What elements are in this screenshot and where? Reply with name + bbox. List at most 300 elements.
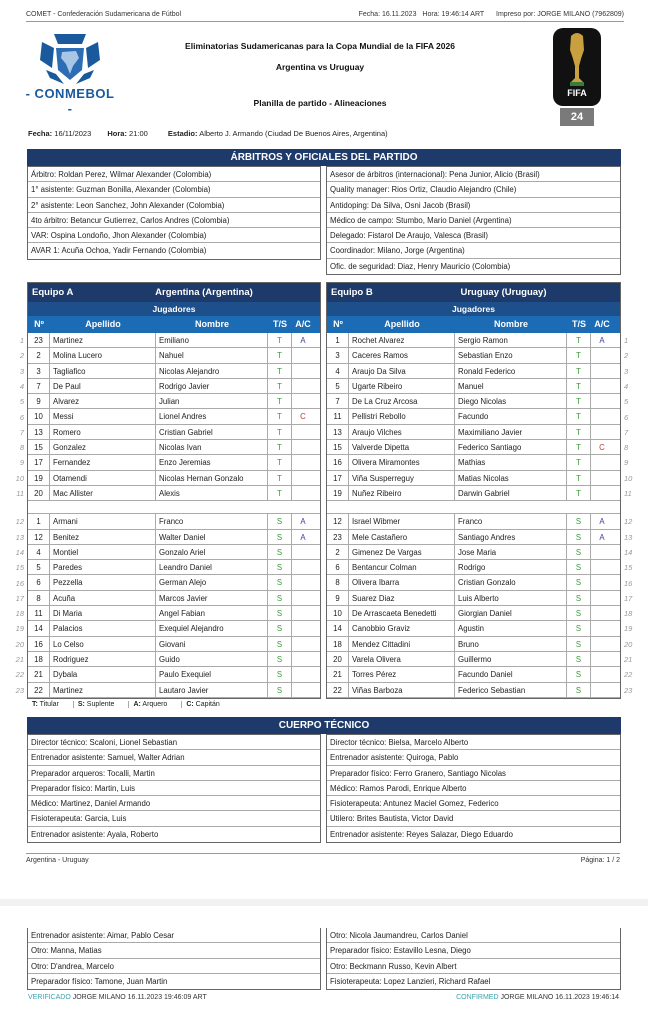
player-status: S — [268, 637, 292, 651]
player-name: Angel Fabian — [156, 606, 268, 620]
player-name: Santiago Andres — [455, 530, 567, 544]
player-status: S — [268, 530, 292, 544]
player-row — [327, 683, 620, 698]
player-role — [292, 621, 314, 635]
player-surname: Martinez — [50, 683, 156, 697]
player-surname: Mac Allister — [50, 486, 156, 500]
row-index: 3 — [19, 366, 24, 376]
player-role — [591, 348, 613, 362]
player-row — [28, 455, 320, 470]
staff-right — [326, 734, 621, 843]
player-name: Franco — [156, 514, 268, 528]
player-role: A — [599, 517, 605, 527]
list-item: Otro: Beckmann Russo, Kevin Albert — [327, 959, 620, 974]
player-number: 6 — [327, 560, 349, 574]
player-name: Rodrigo — [455, 560, 567, 574]
row-index: 10 — [624, 473, 633, 483]
player-status: T — [567, 486, 591, 500]
player-name: Nahuel — [156, 348, 268, 362]
col-ts: T/S — [571, 319, 586, 329]
print-header — [26, 8, 624, 22]
list-item: Coordinador: Milano, Jorge (Argentina) — [327, 243, 620, 258]
player-surname: Rochet Alvarez — [349, 333, 455, 347]
player-name: German Alejo — [156, 575, 268, 589]
player-name: Mathias — [455, 455, 567, 469]
player-role — [591, 364, 613, 378]
list-item: Médico de campo: Stumbo, Mario Daniel (Argentina) — [327, 213, 620, 228]
player-number: 4 — [28, 545, 50, 559]
player-surname: Rodriguez — [50, 652, 156, 666]
page-separator — [0, 899, 648, 906]
row-index: 23 — [624, 685, 633, 695]
list-item: AVAR 1: Acuña Ochoa, Yadir Fernando (Colombia) — [31, 246, 207, 256]
player-name: Cristian Gabriel — [156, 425, 268, 439]
row-index: 1 — [624, 336, 629, 345]
player-number: 14 — [327, 621, 349, 635]
player-name: Matias Nicolas — [455, 471, 567, 485]
player-surname: Romero — [50, 425, 156, 439]
player-row — [327, 575, 620, 590]
row-index: 11 — [624, 489, 632, 498]
player-number: 22 — [28, 683, 50, 697]
player-status: S — [268, 606, 292, 620]
player-surname: Gonzalez — [50, 440, 156, 454]
list-item: Director técnico: Scaloni, Lionel Sebastian — [28, 735, 320, 750]
row-index: 21 — [624, 655, 633, 664]
player-status: S — [268, 667, 292, 681]
competition-title: Eliminatorias Sudamericanas para la Copa Mundial de la FIFA 2026 — [185, 41, 455, 51]
player-role: C — [599, 443, 605, 453]
player-role — [292, 379, 314, 393]
sheet-title: Planilla de partido - Alineaciones — [253, 98, 387, 108]
player-surname: Molina Lucero — [50, 348, 156, 362]
player-role — [292, 560, 314, 574]
player-row — [327, 364, 620, 379]
player-status: T — [567, 348, 591, 362]
page-footer — [26, 853, 620, 864]
player-row — [327, 425, 620, 440]
player-row — [28, 440, 320, 455]
player-row — [327, 409, 620, 424]
team-b-name: Uruguay (Uruguay) — [460, 287, 547, 298]
player-row — [28, 652, 320, 667]
legend-key: S: — [77, 701, 85, 708]
row-index: 19 — [624, 624, 633, 634]
player-number: 13 — [327, 425, 349, 439]
legend-key: C: — [186, 701, 194, 708]
player-surname: Valverde Dipetta — [349, 440, 455, 454]
list-item: Director técnico: Bielsa, Marcelo Alberto — [327, 735, 620, 750]
player-surname: Messi — [50, 409, 156, 423]
player-role — [292, 486, 314, 500]
print-time: Hora: 19:46:14 ART — [422, 11, 485, 18]
player-status: S — [567, 530, 591, 544]
player-name: Agustin — [455, 621, 567, 635]
team-b-table — [326, 282, 621, 699]
player-role — [591, 425, 613, 439]
list-item: Preparador arqueros: Tocalli, Martin — [28, 766, 320, 781]
list-item: Fisioterapeuta: Antunez Maciel Gomez, Federico — [327, 796, 620, 811]
team-a-label: Equipo A — [32, 287, 74, 298]
player-status: S — [268, 591, 292, 605]
player-role — [591, 486, 613, 500]
team-b-label: Equipo B — [331, 287, 373, 298]
player-role: A — [599, 532, 605, 542]
player-surname: Di Maria — [50, 606, 156, 620]
player-number: 6 — [28, 575, 50, 589]
player-role — [292, 425, 314, 439]
player-row — [28, 575, 320, 590]
player-surname: Nuñez Ribeiro — [349, 486, 455, 500]
player-role: A — [300, 336, 306, 345]
player-status: T — [268, 409, 292, 423]
list-item: Entrenador asistente: Quiroga, Pablo — [327, 750, 620, 765]
col-surname: Apellido — [85, 319, 121, 329]
player-surname: Caceres Ramos — [349, 348, 455, 362]
row-index: 8 — [624, 443, 629, 453]
player-surname: Olivera Miramontes — [349, 455, 455, 469]
row-index: 22 — [624, 670, 633, 680]
player-row — [327, 591, 620, 606]
player-number: 23 — [28, 333, 50, 347]
player-name: Nicolas Ivan — [156, 440, 268, 454]
list-item: Entrenador asistente: Reyes Salazar, Diego Eduardo — [330, 829, 513, 839]
player-row — [327, 394, 620, 409]
conmebol-wordmark: - CONMEBOL - — [25, 86, 115, 116]
player-role — [591, 683, 613, 697]
row-index: 7 — [624, 427, 629, 437]
player-number: 20 — [28, 486, 50, 500]
player-row — [28, 409, 320, 424]
col-number: Nº — [333, 319, 343, 329]
player-surname: Alvarez — [50, 394, 156, 408]
officials-right — [326, 166, 621, 275]
player-role — [292, 545, 314, 559]
player-role — [591, 560, 613, 574]
player-row — [327, 333, 620, 348]
player-status: T — [268, 425, 292, 439]
list-item: Otro: D'andrea, Marcelo — [28, 959, 320, 974]
player-role — [591, 621, 613, 635]
time-value: 21:00 — [129, 129, 148, 138]
player-number: 17 — [28, 455, 50, 469]
player-status: T — [268, 486, 292, 500]
player-surname: De La Cruz Arcosa — [349, 394, 455, 408]
confirmed-stamp — [456, 994, 619, 1001]
player-row — [28, 425, 320, 440]
row-index: 11 — [16, 489, 24, 498]
col-name: Nombre — [194, 319, 229, 329]
player-name: Darwin Gabriel — [455, 486, 567, 500]
row-index: 9 — [624, 458, 629, 468]
player-role — [292, 683, 314, 697]
player-surname: Olivera Ibarra — [349, 575, 455, 589]
player-row — [28, 667, 320, 682]
player-surname: Bentancur Colman — [349, 560, 455, 574]
player-name: Walter Daniel — [156, 530, 268, 544]
match-info — [28, 129, 388, 138]
player-surname: Torres Pérez — [349, 667, 455, 681]
player-surname: Viña Susperreguy — [349, 471, 455, 485]
legend-text: Capitán — [193, 701, 220, 708]
player-name: Bruno — [455, 637, 567, 651]
player-name: Lautaro Javier — [156, 683, 268, 697]
player-role — [591, 394, 613, 408]
player-status: T — [567, 364, 591, 378]
player-number: 16 — [28, 637, 50, 651]
player-number: 4 — [327, 364, 349, 378]
player-status: S — [567, 683, 591, 697]
list-item: Entrenador asistente: Aimar, Pablo Cesar — [28, 928, 320, 943]
player-row — [28, 514, 320, 529]
row-index: 13 — [624, 532, 633, 542]
officials-title: ÁRBITROS Y OFICIALES DEL PARTIDO — [27, 149, 621, 166]
player-status: S — [268, 560, 292, 574]
player-row — [327, 348, 620, 363]
spacer-row — [327, 501, 620, 514]
fifa-2026-logo — [551, 26, 603, 128]
list-item: Utilero: Brites Bautista, Victor David — [327, 811, 620, 826]
player-surname: Pellistri Rebollo — [349, 409, 455, 423]
row-index: 17 — [624, 593, 633, 603]
list-item: Preparador físico: Estavillo Lesna, Diego — [327, 943, 620, 958]
player-number: 19 — [327, 486, 349, 500]
player-number: 11 — [327, 409, 349, 423]
legend-item — [182, 701, 233, 708]
player-status: T — [268, 455, 292, 469]
date-label: Fecha: — [28, 129, 53, 138]
legend-text: Titular — [37, 701, 59, 708]
player-number: 12 — [28, 530, 50, 544]
player-row — [327, 486, 620, 501]
player-name: Federico Sebastian — [455, 683, 567, 697]
player-row — [28, 364, 320, 379]
conmebol-ball-icon — [24, 28, 116, 86]
stadium-value: Alberto J. Armando (Ciudad De Buenos Aires, Argentina) — [199, 129, 388, 138]
player-role — [292, 591, 314, 605]
team-a-name: Argentina (Argentina) — [155, 287, 253, 298]
row-index: 17 — [15, 593, 24, 603]
row-index: 16 — [624, 578, 633, 588]
player-number: 5 — [28, 560, 50, 574]
player-row — [327, 560, 620, 575]
player-row — [327, 471, 620, 486]
player-surname: Montiel — [50, 545, 156, 559]
list-item: 4to árbitro: Betancur Gutierrez, Carlos Andres (Colombia) — [28, 213, 320, 228]
fifa-year-badge: 24 — [560, 108, 594, 126]
player-row — [28, 394, 320, 409]
player-role — [292, 637, 314, 651]
player-surname: Mendez Cittadini — [349, 637, 455, 651]
player-number: 2 — [327, 545, 349, 559]
row-index: 8 — [19, 443, 24, 453]
player-status: T — [268, 379, 292, 393]
row-index: 22 — [15, 670, 24, 680]
player-role — [591, 575, 613, 589]
player-surname: Benitez — [50, 530, 156, 544]
list-item: Fisioterapeuta: Lopez Lanzieri, Richard Rafael — [330, 976, 491, 986]
player-name: Gonzalo Ariel — [156, 545, 268, 559]
player-number: 18 — [28, 652, 50, 666]
player-status: T — [268, 364, 292, 378]
player-row — [28, 348, 320, 363]
player-name: Ronald Federico — [455, 364, 567, 378]
player-number: 10 — [28, 409, 50, 423]
row-index: 20 — [624, 639, 633, 649]
player-row — [28, 606, 320, 621]
player-name: Cristian Gonzalo — [455, 575, 567, 589]
player-number: 21 — [327, 667, 349, 681]
row-index: 7 — [19, 427, 24, 437]
player-status: T — [567, 394, 591, 408]
player-surname: Lo Celso — [50, 637, 156, 651]
player-number: 3 — [327, 348, 349, 362]
legend — [28, 701, 234, 708]
fifa-wordmark: FIFA — [567, 88, 587, 98]
player-status: S — [567, 637, 591, 651]
player-status: S — [567, 514, 591, 528]
player-number: 7 — [28, 379, 50, 393]
player-surname: Suarez Diaz — [349, 591, 455, 605]
player-status: S — [268, 575, 292, 589]
player-surname: De Arrascaeta Benedetti — [349, 606, 455, 620]
player-name: Rodrigo Javier — [156, 379, 268, 393]
player-role — [292, 667, 314, 681]
player-number: 19 — [28, 471, 50, 485]
list-item: VAR: Ospina Londoño, Jhon Alexander (Colombia) — [28, 228, 320, 243]
row-index: 21 — [15, 655, 24, 664]
player-number: 20 — [327, 652, 349, 666]
player-name: Manuel — [455, 379, 567, 393]
player-row — [28, 683, 320, 698]
list-item: 1° asistente: Guzman Bonilla, Alexander (Colombia) — [28, 182, 320, 197]
col-name: Nombre — [493, 319, 528, 329]
player-status: S — [567, 591, 591, 605]
player-name: Alexis — [156, 486, 268, 500]
player-surname: Acuña — [50, 591, 156, 605]
player-row — [327, 514, 620, 529]
player-status: T — [567, 379, 591, 393]
player-name: Jose Maria — [455, 545, 567, 559]
player-number: 9 — [327, 591, 349, 605]
player-name: Guillermo — [455, 652, 567, 666]
row-index: 4 — [624, 381, 629, 391]
player-name: Federico Santiago — [455, 440, 567, 454]
row-index: 18 — [15, 609, 24, 619]
player-row — [327, 621, 620, 636]
player-role — [591, 652, 613, 666]
team-a-table — [27, 282, 321, 699]
player-name: Franco — [455, 514, 567, 528]
printed-by: Impreso por: JORGE MILANO (7962809) — [496, 11, 624, 18]
list-item: Árbitro: Roldan Perez, Wilmar Alexander (Colombia) — [28, 167, 320, 182]
conmebol-logo — [24, 28, 116, 116]
player-row — [28, 637, 320, 652]
player-row — [327, 545, 620, 560]
row-index: 2 — [624, 351, 629, 361]
team-a-column-headers — [28, 316, 320, 333]
player-role: A — [300, 532, 306, 542]
player-surname: Paredes — [50, 560, 156, 574]
player-status: T — [268, 471, 292, 485]
player-role — [591, 606, 613, 620]
player-status: S — [567, 545, 591, 559]
row-index: 14 — [15, 547, 24, 557]
player-number: 18 — [327, 637, 349, 651]
player-number: 8 — [28, 591, 50, 605]
legend-item — [129, 701, 182, 708]
player-number: 15 — [327, 440, 349, 454]
player-role — [292, 575, 314, 589]
player-number: 1 — [327, 333, 349, 347]
player-row — [327, 637, 620, 652]
confirmed-details: JORGE MILANO 16.11.2023 19:46:14 — [498, 994, 619, 1001]
player-name: Paulo Exequiel — [156, 667, 268, 681]
player-number: 14 — [28, 621, 50, 635]
legend-key: A: — [133, 701, 141, 708]
player-status: S — [567, 560, 591, 574]
player-role: A — [599, 336, 605, 345]
player-name: Giorgian Daniel — [455, 606, 567, 620]
col-ac: A/C — [295, 319, 311, 329]
player-surname: Palacios — [50, 621, 156, 635]
row-index: 18 — [624, 609, 633, 619]
officials-left — [27, 166, 321, 260]
player-name: Guido — [156, 652, 268, 666]
team-a-players-heading: Jugadores — [28, 302, 320, 316]
player-number: 8 — [327, 575, 349, 589]
player-role — [591, 637, 613, 651]
list-item: Delegado: Fistarol De Araujo, Valesca (Brasil) — [327, 228, 620, 243]
row-index: 13 — [15, 532, 24, 542]
team-a-header — [28, 283, 320, 302]
player-number: 13 — [28, 425, 50, 439]
player-role — [292, 471, 314, 485]
player-name: Nicolas Hernan Gonzalo — [156, 471, 268, 485]
player-status: S — [567, 606, 591, 620]
list-item: Quality manager: Rios Ortiz, Claudio Alejandro (Chile) — [327, 182, 620, 197]
player-number: 11 — [28, 606, 50, 620]
list-item: Médico: Martinez, Daniel Armando — [28, 796, 320, 811]
legend-text: Arquero — [140, 701, 168, 708]
player-surname: De Paul — [50, 379, 156, 393]
player-status: S — [268, 514, 292, 528]
footer-page-number: Página: 1 / 2 — [580, 857, 620, 864]
player-surname: Armani — [50, 514, 156, 528]
player-surname: Varela Olivera — [349, 652, 455, 666]
col-number: Nº — [34, 319, 44, 329]
print-date: Fecha: 16.11.2023 — [358, 11, 417, 18]
player-role — [292, 606, 314, 620]
row-index: 1 — [19, 336, 24, 345]
player-role — [292, 455, 314, 469]
verified-status: VERIFICADO — [28, 994, 71, 1001]
player-number: 21 — [28, 667, 50, 681]
player-role — [591, 455, 613, 469]
player-status: T — [567, 440, 591, 454]
col-ts: T/S — [272, 319, 287, 329]
player-status: T — [268, 348, 292, 362]
list-item: Otro: Manna, Matias — [28, 943, 320, 958]
player-row — [327, 652, 620, 667]
row-index: 12 — [624, 517, 633, 527]
player-row — [28, 545, 320, 560]
row-index: 3 — [624, 366, 629, 376]
player-surname: Pezzella — [50, 575, 156, 589]
player-status: T — [567, 333, 591, 347]
player-name: Marcos Javier — [156, 591, 268, 605]
player-status: T — [268, 333, 292, 347]
